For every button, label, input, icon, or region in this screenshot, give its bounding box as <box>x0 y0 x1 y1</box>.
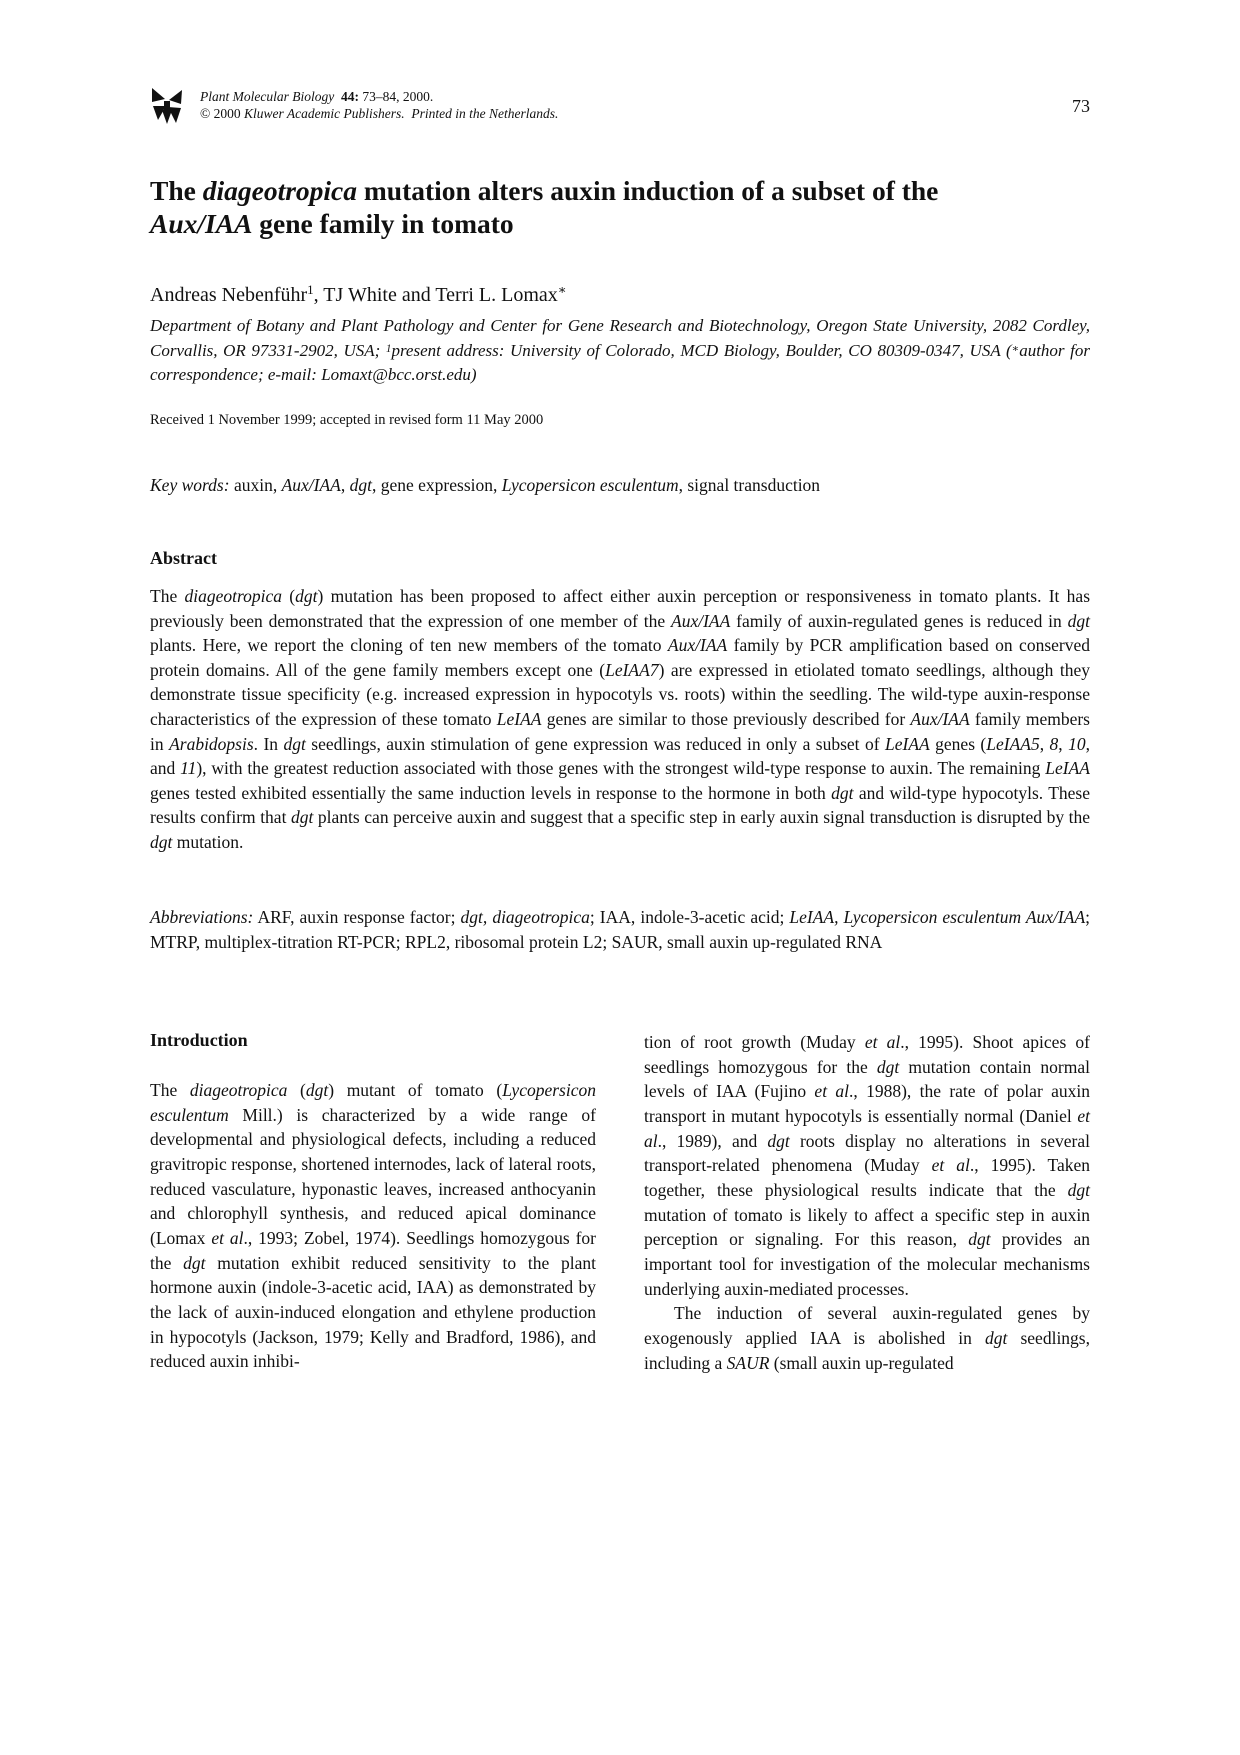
article-title: The diageotropica mutation alters auxin induction of a subset of the Aux/IAA gene family in tomato <box>150 175 939 239</box>
author-list: Andreas Nebenführ$^1$, TJ White and Terri L. Lomax∗ <box>150 282 567 306</box>
intro-paragraph: tion of root growth (Muday et al., 1995). Shoot apices of seedlings homozygous for the dgt mutation contain normal levels of IAA (Fujino et al., 1988), the rate of polar auxin transport in mutant hypocotyls is essentially normal (Daniel et al., 1989), and dgt roots display no alterations in several transport-related phenomena (Muday et al., 1995). Taken together, these physiological results indicate that the dgt mutation of tomato is likely to affect a specific step in auxin perception or signaling. For this reason, dgt provides an important tool for investigation of the molecular mechanisms underlying auxin-mediated processes. <box>644 1032 1091 1299</box>
publisher-logo-icon <box>150 86 184 126</box>
received-dates: Received 1 November 1999; accepted in revised form 11 May 2000 <box>150 412 544 428</box>
introduction-heading: Introduction <box>150 1030 248 1050</box>
abstract-body: The diageotropica (dgt) mutation has been proposed to affect either auxin perception or responsiveness in tomato plants. It has previously been demonstrated that the expression of one member of the Aux/IAA family of auxin-regulated genes is reduced in dgt plants. Here, we report the cloning of ten new members of the tomato Aux/IAA family by PCR amplification based on conserved protein domains. All of the gene family members except one (LeIAA7) are expressed in etiolated tomato seedlings, although they demonstrate tissue specificity (e.g. increased expression in hypocotyls vs. roots) within the seedling. The wild-type auxin-response characteristics of the expression of these tomato LeIAA genes are similar to those previously described for Aux/IAA family members in Arabidopsis. In dgt seedlings, auxin stimulation of gene expression was reduced in only a subset of LeIAA genes (LeIAA5, 8, 10, and 11), with the greatest reduction associated with those genes with the strongest wild-type response to auxin. The remaining LeIAA genes tested exhibited essentially the same induction levels in response to the hormone in both dgt and wild-type hypocotyls. These results confirm that dgt plants can perceive auxin and suggest that a specific step in early auxin signal transduction is disrupted by the dgt mutation. <box>150 586 1091 852</box>
journal-copyright: © 2000 Kluwer Academic Publishers. Printed in the Netherlands. <box>200 106 559 121</box>
keywords: Key words: auxin, Aux/IAA, dgt, gene expression, Lycopersicon esculentum, signal transduction <box>150 475 821 495</box>
abstract-heading: Abstract <box>150 548 217 568</box>
intro-paragraph: The induction of several auxin-regulated genes by exogenously applied IAA is abolished in dgt seedlings, including a SAUR (small auxin up-regulated <box>644 1303 1090 1373</box>
journal-volume: 44: <box>340 89 359 104</box>
introduction-column-left <box>150 1078 596 1374</box>
intro-paragraph: The diageotropica (dgt) mutant of tomato (Lycopersicon esculentum Mill.) is characterized by a wide range of developmental and physiological defects, including a reduced gravitropic response, shortened internodes, lack of lateral roots, reduced vasculature, hyponastic leaves, increased anthocyanin and chlorophyll synthesis, and reduced apical dominance (Lomax et al., 1993; Zobel, 1974). Seedlings homozygous for the dgt mutation exhibit reduced sensitivity to the plant hormone auxin (indole-3-acetic acid, IAA) as demonstrated by the lack of auxin-induced elongation and ethylene production in hypocotyls (Jackson, 1979; Kelly and Bradford, 1986), and reduced auxin inhibi- <box>150 1080 596 1372</box>
page-number: 73 <box>1072 96 1090 116</box>
journal-header <box>200 88 558 122</box>
introduction-column-right <box>644 1030 1090 1375</box>
affiliation: Department of Botany and Plant Pathology and Center for Gene Research and Biotechnology, Oregon State University, 2082 Cordley, Corvallis, OR 97331-2902, USA; $^1$present address: University of Colorado, MCD Biology, Boulder, CO 80309-0347, USA (∗author for correspondence; e-mail: Lomaxt@bcc.orst.edu) <box>150 316 1090 384</box>
abbreviations: Abbreviations: ARF, auxin response factor; dgt, diageotropica; IAA, indole-3-acetic acid; LeIAA, Lycopersicon esculentum Aux/IAA; MTRP, multiplex-titration RT-PCR; RPL2, ribosomal protein L2; SAUR, small auxin up-regulated RNA <box>150 907 1091 952</box>
journal-citation: Plant Molecular Biology 44: 73–84, 2000. <box>200 89 434 104</box>
